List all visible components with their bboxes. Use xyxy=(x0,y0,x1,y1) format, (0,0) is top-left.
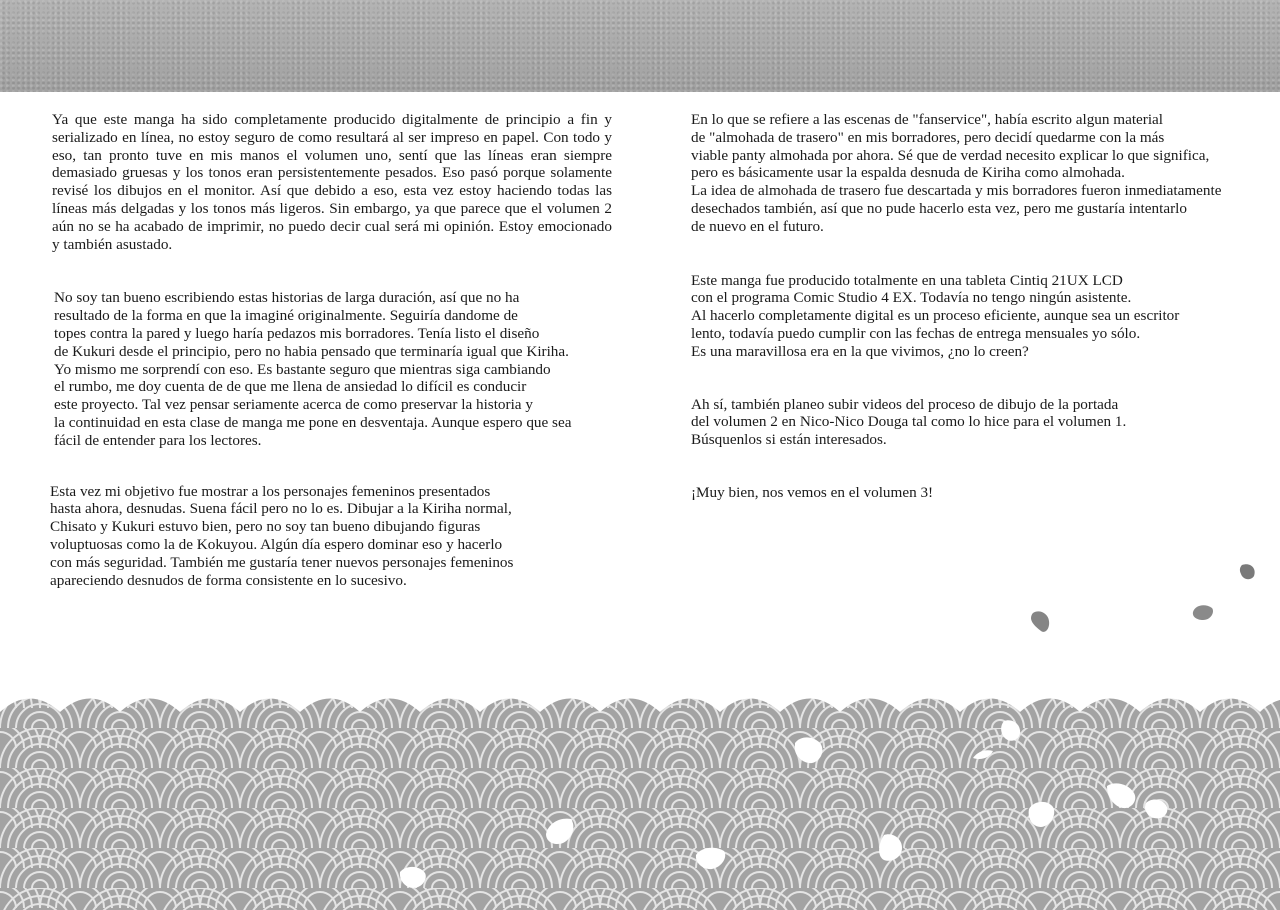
paragraph-printing-notes: Ya que este manga ha sido completamente producido digitalmente de principio a fin y serializado en línea, no estoy seguro de como resultará al ser impreso en papel. Con todo y eso, tan pronto tuve en mis manos el volumen uno, sentí que las líneas eran siempre demasiado gruesas y los tonos eran persistentemente pesados. Eso pasó porque solamente revisé los dibujos en el monitor. Así que debido a eso, esta vez estoy haciendo todas las líneas más delgadas y los tonos más ligeros. Sin embargo, ya que parece que el volumen 2 aún no se ha acabado de imprimir, no puedo decir cual será mi opinión. Estoy emocionado y también asustado. xyxy=(52,111,612,253)
petal-white xyxy=(792,735,826,765)
paragraph-farewell: ¡Muy bien, nos vemos en el volumen 3! xyxy=(691,483,934,501)
paragraph-nude-characters: Esta vez mi objetivo fue mostrar a los personajes femeninos presentados hasta ahora, desnudas. Suena fácil pero no lo es. Dibujar a la Kiriha normal, Chisato y Kukuri estuvo bien, pero no soy tan bueno dibujando figuras voluptuosas como la de Kokuyou. Algún día espero dominar eso y hacerlo con más seguridad. También me gustaría tener nuevos personajes femeninos apareciendo desnudos de forma consistente en lo sucesivo. xyxy=(50,482,514,589)
petal-white xyxy=(998,718,1024,744)
petal-dark xyxy=(1238,562,1258,582)
petal-dark xyxy=(1191,603,1215,623)
left-text-column xyxy=(52,111,612,589)
petal-white xyxy=(972,748,994,762)
petal-white xyxy=(397,864,429,890)
right-text-column xyxy=(691,111,1261,502)
petal-white xyxy=(1142,797,1170,821)
top-screentone-band xyxy=(0,0,1280,92)
petal-white xyxy=(1104,781,1138,811)
petal-white xyxy=(694,845,728,871)
paragraph-fanservice: En lo que se refiere a las escenas de "fanservice", había escrito algun material de "almohada de trasero" en mis borradores, pero decidí quedarme con la más viable panty almohada por ahora. Sé que de verdad necesito explicar lo que significa, pero es básicamente usar la espalda desnuda de Kiriha como almohada. La idea de almohada de trasero fue descartada y mis borradores fueron inmediatamente desechados también, así que no pude hacerlo esta vez, pero me gustaría intentarlo de nuevo en el futuro. xyxy=(691,111,1222,235)
petal-white xyxy=(876,832,906,864)
seigaiha-wave-pattern xyxy=(0,688,1280,910)
petal-white xyxy=(543,816,577,846)
paragraph-digital-production: Este manga fue producido totalmente en una tableta Cintiq 21UX LCD con el programa Comic Studio 4 EX. Todavía no tengo ningún asistente. Al hacerlo completamente digital es un proceso eficiente, aunque sea un escritor lento, todavía puedo cumplir con las fechas de entrega mensuales yo sólo. Es una maravillosa era en la que vivimos, ¿no lo creen? xyxy=(691,271,1180,360)
petal-white xyxy=(1025,799,1057,829)
petal-dark xyxy=(1029,609,1053,635)
paragraph-story-writing: No soy tan bueno escribiendo estas historias de larga duración, así que no ha resultado de la forma en que la imaginé originalmente. Seguiría dandome de topes contra la pared y luego haría pedazos mis borradores. Tenía listo el diseño de Kukuri desde el principio, pero no habia pensado que terminaría igual que Kiriha. Yo mismo me sorprendí con eso. Es bastante seguro que mientras siga cambiando el rumbo, me doy cuenta de de que me llena de ansiedad lo difícil es conducir este proyecto. Tal vez pensar seriamente acerca de como preservar la historia y la continuidad en esta clase de manga me pone en desventaja. Aunque espero que sea fácil de entender para los lectores. xyxy=(54,289,572,449)
paragraph-nico-nico-videos: Ah sí, también planeo subir videos del proceso de dibujo de la portada del volumen 2 en Nico-Nico Douga tal como lo hice para el volumen 1. Búsquenlos si están interesados. xyxy=(691,395,1127,449)
